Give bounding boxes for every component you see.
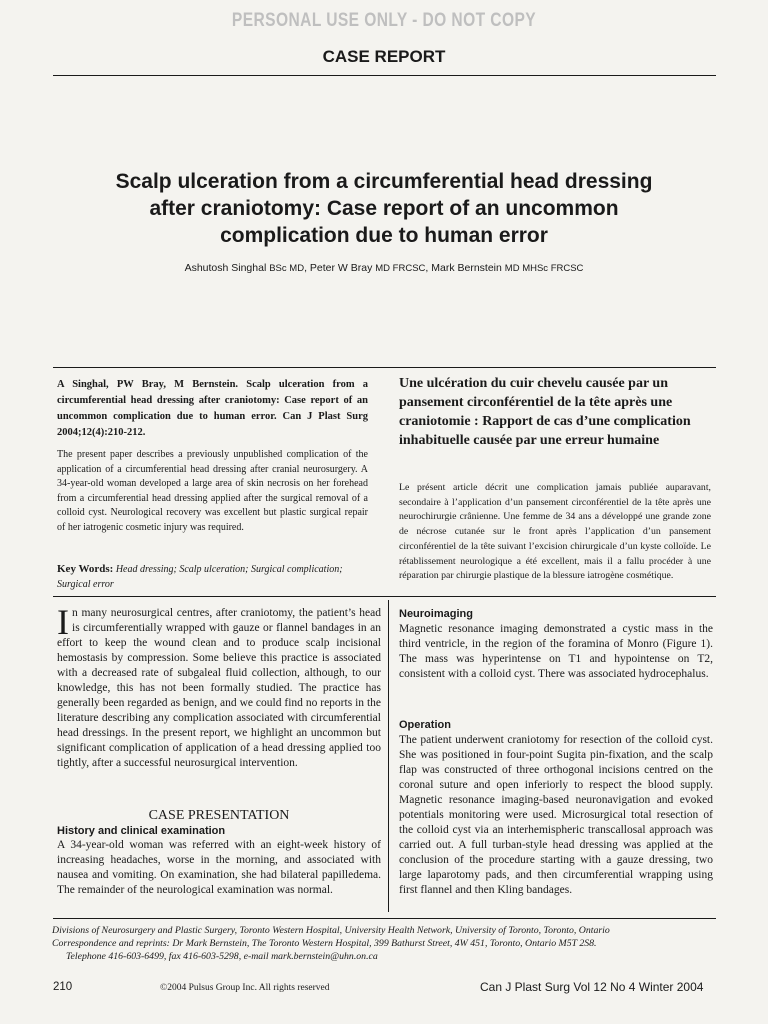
footnote-correspondence: Correspondence and reprints: Dr Mark Bernstein, The Toronto Western Hospital, 399 Bathurst Street, 4W 451, Toronto, Ontario M5T 2S8. [52,938,597,949]
copyright: ©2004 Pulsus Group Inc. All rights reserved [160,983,330,993]
header-rule [53,75,716,76]
footnote [52,924,722,963]
author-name: Peter W Bray [309,262,373,274]
subheading-operation: Operation [399,719,451,731]
abstract-english: The present paper describes a previously unpublished complication of the application of a circumferential head dressing after cranial neurosurgery. A 34-year-old woman developed a large area of skin necrosis on her forehead from a circumferential head dressing applied after the surgical removal of a colloid cyst. Neurological recovery was excellent but plastic surgical repair of her iatrogenic cosmetic injury was required. [57,449,368,533]
footnote-affiliation: Divisions of Neurosurgery and Plastic Surgery, Toronto Western Hospital, University Health Network, University of Toronto, Toronto, Ontario [52,925,610,936]
document-type-heading: CASE REPORT [322,47,446,66]
drop-cap: I [57,602,69,642]
title-line: complication due to human error [220,224,548,247]
keywords-text: Head dressing; Scalp ulceration; Surgical complication; Surgical error [57,564,343,590]
keywords-label: Key Words: [57,563,114,575]
section-heading-case-presentation: CASE PRESENTATION [148,808,290,823]
author-name: Mark Bernstein [431,262,502,274]
title-line: after craniotomy: Case report of an uncommon [149,197,619,220]
introduction [57,602,381,771]
intro-text: n many neurosurgical centres, after craniotomy, the patient’s head is circumferentially wrapped with gauze or flannel bandages in an effort to keep the wound clean and to produce scalp incisional hemostasis by compression. Some believe this practice is associated with a decreased rate of subgaleal fluid collection, although, to our knowledge, this has not been formally studied. The practice has generally been regarded as benign, and we could find no reports in the literature describing any complication associated with circumferential head dressings. In the present report, we highlight an uncommon but significant complication of application of a head dressing applied too tightly, after a successful neurosurgical intervention. [57,607,381,769]
author-name: Ashutosh Singhal [184,262,267,274]
author-list: Ashutosh Singhal BSc MD, Peter W Bray MD FRCSC, Mark Bernstein MD MHSc FRCSC [184,262,584,274]
citation: A Singhal, PW Bray, M Bernstein. Scalp ulceration from a circumferential head dressing after craniotomy: Case report of an uncommon complication due to human error. Can J Plast Surg 2004;12(4):210-212. [57,379,368,438]
footnote-rule [53,918,716,919]
abstract-french: Le présent article décrit une complication jamais publiée auparavant, secondaire à l’application d’un pansement circonférentiel de la tête après une neurochirurgie crânienne. Une femme de 34 ans a développé une grande zone de nécrose cutanée sur le front après l’application d’un pansement circonférentiel de la tête suivant l’excision chirurgicale d’un kyste colloïde. Le rétablissement neurologique a été excellent, mais il a fallu procéder à une réparation par chirurgie plastique de la blessure iatrogène cosmétique. [399,482,711,582]
history-text: A 34-year-old woman was referred with an eight-week history of increasing headaches, worse in the morning, and associated with nausea and vomiting. On examination, she had bilateral papilledema. The remainder of the neurological examination was normal. [57,839,381,896]
subheading-history: History and clinical examination [57,825,226,837]
operation-text: The patient underwent craniotomy for resection of the colloid cyst. She was positioned in four-point Sugita pin-fixation, and the scalp flap was constructed of three orthogonal incisions centred on the coronal suture and open inferiorly to respect the blood supply. Magnetic resonance imaging-based neuronavigation and evoked potentials monitoring were used. Microsurgical total resection of the colloid cyst via an interhemispheric transcallosal approach was carried out. A full turban-style head dressing was applied at the conclusion of the procedure starting with a gauze dressing, two large laparotomy pads, and then circumferential wrapping using first flannel and then Kling bandages. [399,734,713,896]
title-line: Scalp ulceration from a circumferential head dressing [115,170,653,193]
french-title: Une ulcération du cuir chevelu causée par un pansement circonférentiel de la tête après une craniotomie : Rapport de cas d’une complication inhabituelle causée par une erreur humaine [399,376,691,448]
author-degrees: MD FRCSC [375,263,426,274]
watermark: PERSONAL USE ONLY - DO NOT COPY [231,10,537,31]
column-divider [388,600,389,912]
journal-reference: Can J Plast Surg Vol 12 No 4 Winter 2004 [480,980,704,994]
subheading-neuroimaging: Neuroimaging [399,608,473,620]
keywords [57,562,368,592]
page-number: 210 [53,981,73,993]
author-degrees: BSc MD [269,263,305,274]
article-title [80,168,688,249]
abstract-bottom-rule [53,596,716,597]
abstract-top-rule [53,367,716,368]
footnote-contact: Telephone 416-603-6499, fax 416-603-5298, e-mail mark.bernstein@uhn.on.ca [66,951,378,962]
author-degrees: MD MHSc FRCSC [504,263,584,274]
neuroimaging-text: Magnetic resonance imaging demonstrated a cystic mass in the third ventricle, in the region of the foramina of Monro (Figure 1). The mass was hyperintense on T1 and hypointense on T2, consistent with a colloid cyst. There was associated hydrocephalus. [399,623,713,680]
